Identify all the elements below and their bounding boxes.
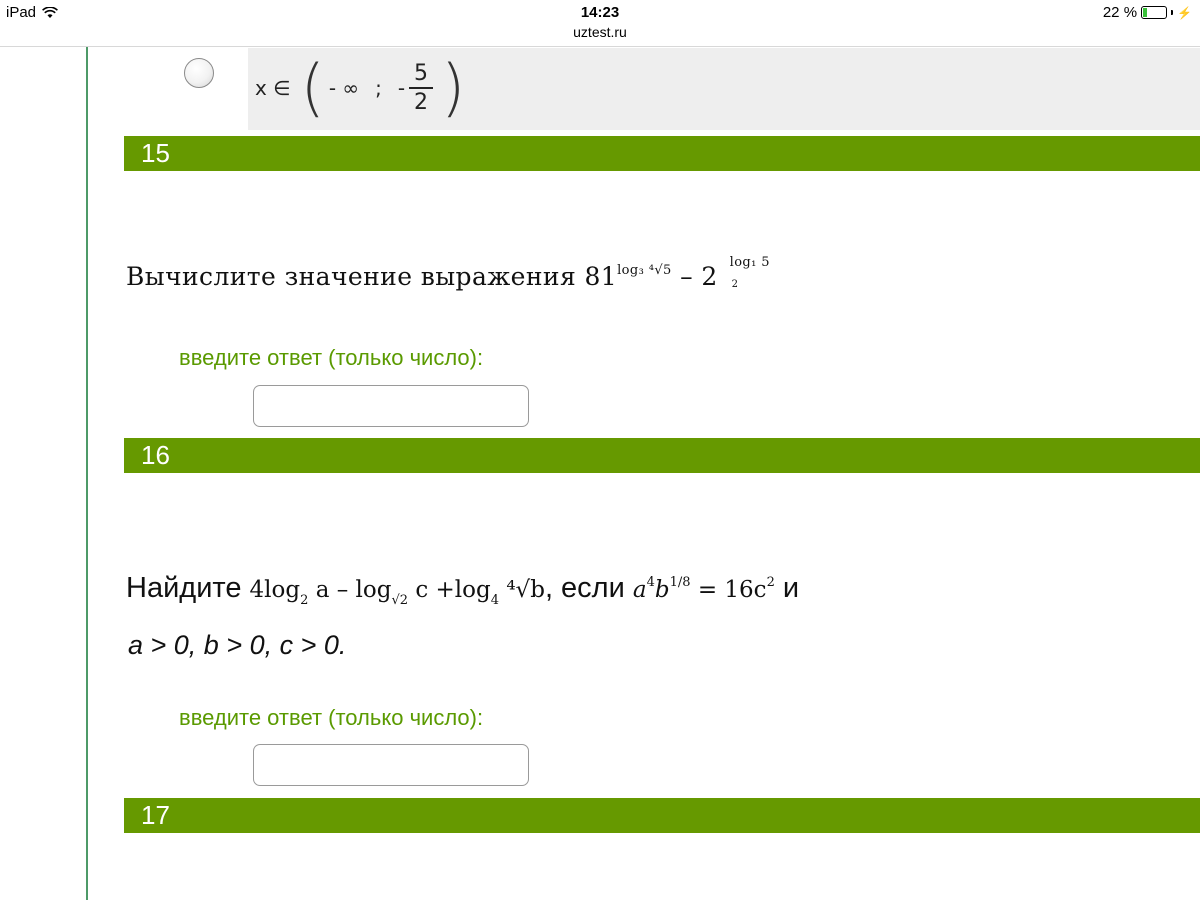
answer-input-16[interactable] [253, 744, 529, 786]
question-header-15 [124, 136, 1200, 171]
status-bar [0, 0, 1200, 46]
answer-option-radio[interactable] [184, 58, 214, 88]
address-bar[interactable]: uztest.ru [573, 24, 627, 40]
question-header-16 [124, 438, 1200, 473]
question-number: 17 [141, 800, 170, 830]
device-name: iPad [6, 4, 37, 21]
page-left-border [86, 47, 88, 900]
status-divider [0, 46, 1200, 47]
question-16-text: Найдите $4\log_2$ $a - \log_{√2} c +\log_4$ ⁴√b, если $a^4b^{1/8} = 16c^2$ и [126, 572, 800, 608]
battery-percent: 22 % [1102, 4, 1138, 21]
clock: 14:23 [580, 4, 620, 21]
question-16-condition: a > 0, b > 0, c > 0. [128, 630, 347, 660]
fraction: $\frac{5}{2}$ [409, 61, 433, 115]
question-15-text: Вычислите значение выражения $81^{log_3 ^4√5} - 2$ log₁ 5 2 [126, 255, 770, 291]
battery-icon [1141, 6, 1167, 19]
answer-label: введите ответ (только число): [179, 345, 484, 370]
question-number: 16 [141, 440, 170, 470]
battery-cap [1171, 10, 1173, 15]
question-number: 15 [141, 138, 170, 168]
answer-option-formula: x ∈ ( - ∞ ; - $\frac{5}{2}$ ) [255, 51, 466, 124]
question-header-17 [124, 798, 1200, 833]
charging-icon: ⚡ [1177, 5, 1192, 20]
answer-label: введите ответ (только число): [179, 705, 484, 730]
answer-input-15[interactable] [253, 385, 529, 427]
